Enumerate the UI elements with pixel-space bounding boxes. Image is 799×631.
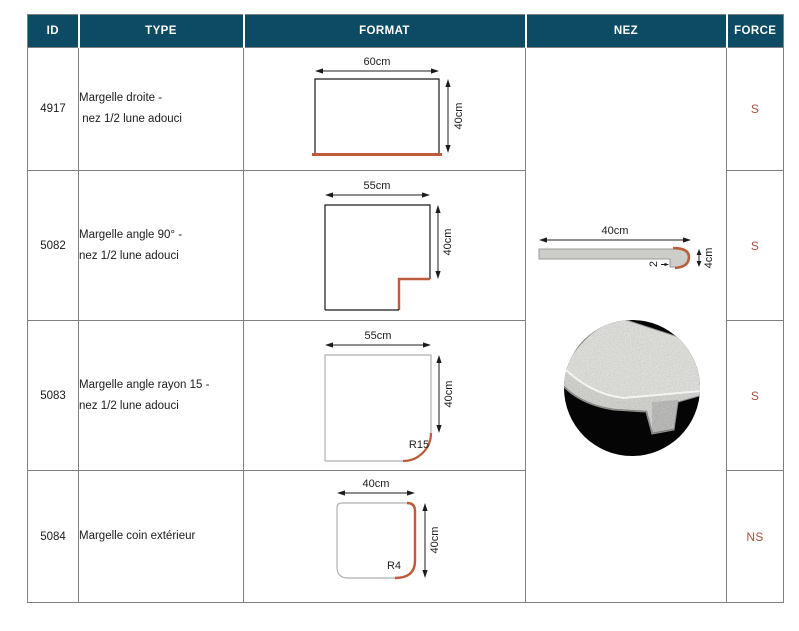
force-cell: NS bbox=[727, 471, 784, 603]
nez-width-label: 40cm bbox=[601, 225, 629, 237]
force-cell: S bbox=[727, 171, 784, 321]
force-cell: S bbox=[727, 321, 784, 471]
id-cell: 5083 bbox=[28, 321, 79, 471]
type-cell bbox=[79, 321, 244, 471]
type-line1: Margelle angle rayon 15 - bbox=[79, 378, 210, 391]
radius-label: R4 bbox=[386, 559, 401, 572]
nez-photo bbox=[556, 312, 708, 464]
format-cell bbox=[244, 471, 526, 603]
type-line2: nez 1/2 lune adouci bbox=[79, 399, 179, 412]
type-line1: Margelle angle 90° - bbox=[79, 228, 183, 241]
dim-label-height: 40cm bbox=[442, 380, 455, 407]
radius-label: R15 bbox=[408, 438, 429, 451]
type-cell bbox=[79, 171, 244, 321]
type-line1: Margelle coin extérieur bbox=[79, 530, 196, 542]
col-header-type: TYPE bbox=[79, 15, 244, 48]
type-line2: nez 1/2 lune adouci bbox=[79, 113, 182, 125]
id-cell: 5082 bbox=[28, 171, 79, 321]
id-cell: 5084 bbox=[28, 471, 79, 603]
col-header-force: FORCE bbox=[727, 15, 784, 48]
dim-label-width: 60cm bbox=[363, 56, 390, 68]
id-cell: 4917 bbox=[28, 48, 79, 171]
type-line2: nez 1/2 lune adouci bbox=[79, 249, 179, 262]
format-diagram-angle-90 bbox=[285, 175, 485, 317]
format-cell bbox=[244, 48, 526, 171]
margelle-spec-table bbox=[27, 14, 784, 603]
col-header-nez: NEZ bbox=[526, 15, 727, 48]
col-header-id: ID bbox=[28, 15, 79, 48]
nez-profile-diagram bbox=[531, 223, 725, 283]
nez-lip-label: 2 bbox=[648, 260, 660, 268]
format-cell bbox=[244, 321, 526, 471]
dim-label-width: 55cm bbox=[363, 179, 390, 192]
col-header-format: FORMAT bbox=[244, 15, 526, 48]
header-row bbox=[28, 15, 784, 48]
format-diagram-corner-r4 bbox=[285, 473, 485, 601]
nez-thickness-label: 4cm bbox=[703, 247, 715, 269]
nez-cell bbox=[526, 48, 727, 603]
type-line1: Margelle droite - bbox=[79, 92, 163, 104]
format-diagram-angle-r15 bbox=[285, 325, 485, 467]
dim-label-width: 55cm bbox=[364, 329, 391, 342]
type-cell bbox=[79, 471, 244, 603]
dim-label-height: 40cm bbox=[441, 228, 454, 255]
nez-edge-line bbox=[399, 279, 430, 310]
dim-label-width: 40cm bbox=[362, 477, 389, 490]
format-cell bbox=[244, 171, 526, 321]
dim-label-height: 40cm bbox=[428, 526, 441, 553]
force-cell: S bbox=[727, 48, 784, 171]
table-row-4917 bbox=[28, 48, 784, 171]
type-cell bbox=[79, 48, 244, 171]
format-diagram-straight bbox=[275, 50, 495, 168]
dim-label-height: 40cm bbox=[452, 102, 465, 130]
